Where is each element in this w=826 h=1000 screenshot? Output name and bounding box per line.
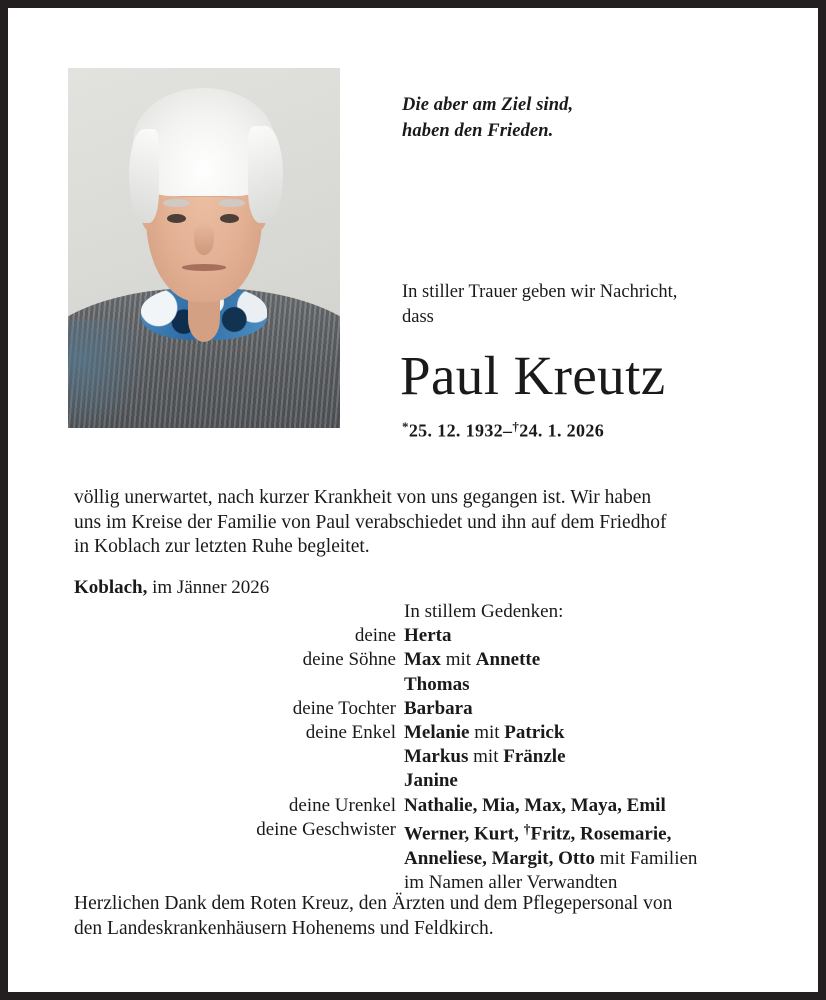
family-row-siblings xyxy=(74,818,774,847)
deceased-name: Paul Kreutz xyxy=(400,345,666,406)
photo-nose xyxy=(194,223,213,255)
family-relation-label: deine Tochter xyxy=(292,697,396,719)
body-line-3: in Koblach zur letzten Ruhe begleitet. xyxy=(74,536,370,557)
place-month-year: im Jänner 2026 xyxy=(147,577,270,598)
photo-eyebrow-left xyxy=(163,199,190,207)
family-row xyxy=(74,794,774,818)
family-name-connector: mit xyxy=(468,746,504,768)
epitaph-line-1: Die aber am Ziel sind, xyxy=(402,95,574,115)
family-row xyxy=(74,648,774,672)
dates-separator: – xyxy=(503,420,513,441)
announcement-line-2: dass xyxy=(402,307,434,327)
family-name-partner: Fränzle xyxy=(503,746,566,768)
family-name-partner: Annette xyxy=(475,649,541,671)
family-relation-label: deine Urenkel xyxy=(288,794,396,816)
family-name-primary: Thomas xyxy=(404,673,470,695)
born-date: 25. 12. 1932 xyxy=(408,420,504,441)
family-heading-spacer xyxy=(74,600,404,624)
family-name-primary: Max xyxy=(404,649,441,671)
family-names xyxy=(404,624,774,648)
family-names xyxy=(404,697,774,721)
family-name-connector: mit xyxy=(440,649,476,671)
siblings-line2-suffix: mit Familien xyxy=(595,847,698,869)
family-relation-spacer xyxy=(74,847,404,871)
family-names xyxy=(404,847,774,871)
family-relation-label: deine Enkel xyxy=(305,722,396,744)
announcement-text xyxy=(402,280,778,330)
family-relation-label: deine Geschwister xyxy=(256,818,396,840)
family-names xyxy=(404,673,774,697)
photo-hair-left xyxy=(129,129,159,223)
place-name: Koblach, xyxy=(74,577,148,598)
siblings-part-2: Fritz, Rosemarie, xyxy=(530,823,672,845)
family-row-siblings-cont xyxy=(74,847,774,871)
portrait-photo xyxy=(68,68,340,428)
life-dates xyxy=(402,419,604,441)
family-row xyxy=(74,697,774,721)
photo-mouth xyxy=(182,264,226,270)
thanks-line-1: Herzlichen Dank dem Roten Kreuz, den Ärzten und dem Pflegepersonal von xyxy=(74,893,673,914)
family-names xyxy=(404,769,774,793)
photo-eyebrow-right xyxy=(218,199,245,207)
family-name-primary: Herta xyxy=(404,625,452,647)
family-relation-label xyxy=(74,769,404,793)
family-relation-label: deine Söhne xyxy=(302,649,396,671)
family-name-connector: mit xyxy=(469,722,505,744)
notice-inner xyxy=(8,8,818,992)
family-name-primary: Barbara xyxy=(404,697,473,719)
died-date: 24. 1. 2026 xyxy=(519,420,605,441)
announcement-line-1: In stiller Trauer geben wir Nachricht, xyxy=(402,282,678,302)
thanks-paragraph xyxy=(74,892,774,941)
family-name-partner: Patrick xyxy=(504,722,565,744)
family-names xyxy=(404,721,774,745)
family-row xyxy=(74,673,774,697)
family-name-primary: Janine xyxy=(404,770,458,792)
family-name-primary: Markus xyxy=(404,746,469,768)
died-symbol: † xyxy=(512,419,520,434)
family-heading-row xyxy=(74,600,774,624)
body-line-1: völlig unerwartet, nach kurzer Krankheit von uns gegangen ist. Wir haben xyxy=(74,487,652,508)
place-and-date xyxy=(74,576,269,600)
body-line-2: uns im Kreise der Familie von Paul verabschiedet und ihn auf dem Friedhof xyxy=(74,511,667,533)
family-heading: In stillem Gedenken: xyxy=(404,601,564,622)
family-relation-label xyxy=(74,745,404,769)
family-row xyxy=(74,769,774,793)
family-name-primary: Melanie xyxy=(404,722,470,744)
epitaph-line-2: haben den Frieden. xyxy=(402,121,554,141)
thanks-line-2: den Landeskrankenhäusern Hohenems und Feldkirch. xyxy=(74,917,494,939)
family-relation-label: deine xyxy=(354,625,396,647)
family-row xyxy=(74,721,774,745)
family-row xyxy=(74,745,774,769)
born-symbol: * xyxy=(402,419,409,434)
siblings-line2-names: Anneliese, Margit, Otto xyxy=(404,847,596,869)
photo-hair-right xyxy=(248,126,283,223)
photo-sweater-blue-shade xyxy=(68,320,150,428)
family-names xyxy=(404,818,774,847)
family-names xyxy=(404,648,774,672)
family-name-primary: Nathalie, Mia, Max, Maya, Emil xyxy=(404,794,666,816)
family-names xyxy=(404,794,774,818)
epitaph-verse xyxy=(402,92,573,144)
family-row xyxy=(74,624,774,648)
family-relation-label xyxy=(74,673,404,697)
family-list xyxy=(74,600,774,895)
family-closing: im Namen aller Verwandten xyxy=(404,871,618,893)
family-names xyxy=(404,745,774,769)
body-paragraph xyxy=(74,486,774,560)
siblings-part-1: Werner, Kurt, xyxy=(404,823,524,845)
dagger-icon: † xyxy=(523,821,531,837)
